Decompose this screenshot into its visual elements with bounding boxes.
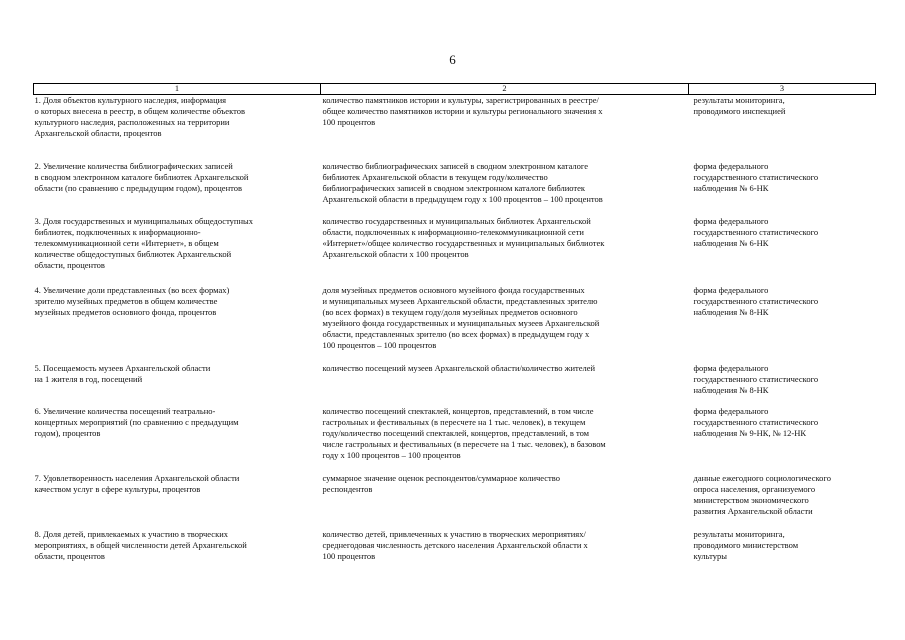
calculation-formula: количество детей, привлеченных к участию в творческих мероприятиях/ среднегодовая численность детского населения Архангельской области х 100 процентов — [322, 528, 588, 561]
table-row — [34, 161, 876, 216]
column-header-3: 3 — [689, 84, 876, 95]
data-source: форма федерального государственного статистического наблюдения № 6-НК — [693, 160, 819, 193]
indicator-name: 3. Доля государственных и муниципальных общедоступных библиотек, подключенных к информационно- телекоммуникационной сети «Интернет», в общем количестве общедоступных библиотек Архангельской области, процентов — [34, 215, 253, 270]
indicator-name: 4. Увеличение доли представленных (во всех формах) зрителю музейных предметов в общем количестве музейных предметов основного фонда, процентов — [34, 284, 230, 317]
table-row — [34, 285, 876, 363]
indicator-name: 7. Удовлетворенность населения Архангельской области качеством услуг в сфере культуры, процентов — [34, 472, 240, 494]
column-header-2: 2 — [321, 84, 689, 95]
indicator-name: 1. Доля объектов культурного наследия, информация о которых внесена в реестр, в общем количестве объектов культурного наследия, расположенных на территории Архангельской области, процентов — [34, 95, 245, 138]
calculation-formula: количество посещений музеев Архангельской области/количество жителей — [322, 362, 596, 373]
data-source: форма федерального государственного статистического наблюдения № 8-НК — [693, 284, 819, 317]
table-header-row — [34, 84, 876, 95]
data-source: форма федерального государственного статистического наблюдения № 8-НК — [693, 362, 819, 395]
column-header-1: 1 — [34, 84, 321, 95]
table-row — [34, 363, 876, 406]
indicator-name: 2. Увеличение количества библиографических записей в сводном электронном каталоге библиотек Архангельской области (по сравнению с предыдущим годом), процентов — [34, 160, 249, 193]
table-row — [34, 406, 876, 473]
calculation-formula: суммарное значение оценок респондентов/суммарное количество респондентов — [322, 472, 560, 494]
calculation-formula: доля музейных предметов основного музейного фонда государственных и муниципальных музеев Архангельской области, представленных зрителю (во всех формах) в текущем году/доля музейных предметов основного музейного фонда государственных и муниципальных музеев Архангельской области, представленных зрителю (во всех формах) в предыдущем году х 100 процентов – 100 процентов — [322, 284, 600, 350]
data-source: результаты мониторинга, проводимого инспекцией — [693, 95, 786, 116]
indicator-name: 5. Посещаемость музеев Архангельской области на 1 жителя в год, посещений — [34, 362, 211, 384]
data-source: данные ежегодного социологического опроса населения, организуемого министерством экономического развития Архангельской области — [693, 472, 831, 516]
calculation-formula: количество государственных и муниципальных библиотек Архангельской области, подключенных к информационно-телекоммуникационной сети «Интернет»/общее количество государственных и муниципальных библиотек Архангельской области х 100 процентов — [322, 215, 605, 259]
indicator-name: 8. Доля детей, привлекаемых к участию в творческих мероприятиях, в общей численности детей Архангельской области, процентов — [34, 528, 247, 561]
calculation-formula: количество посещений спектаклей, концертов, представлений, в том числе гастрольных и фестивальных (в пересчете на 1 тыс. человек), в текущем году/количество посещений спектаклей, концертов, представлений, в том числе гастрольных и фестивальных (в пересчете на 1 тыс. человек), в базовом году х 100 процентов – 100 процентов — [322, 405, 606, 460]
table-row — [34, 473, 876, 529]
data-source: форма федерального государственного статистического наблюдения № 6-НК — [693, 215, 819, 248]
table-row — [34, 529, 876, 569]
calculation-formula: количество памятников истории и культуры, зарегистрированных в реестре/ общее количество памятников истории и культуры регионального значения х 100 процентов — [322, 95, 603, 127]
indicators-table — [33, 83, 876, 569]
data-source: форма федерального государственного статистического наблюдения № 9-НК, № 12-НК — [693, 405, 819, 438]
page-number: 6 — [449, 52, 456, 67]
indicator-name: 6. Увеличение количества посещений театрально- концертных мероприятий (по сравнению с предыдущим годом), процентов — [34, 405, 239, 438]
table-row — [34, 95, 876, 161]
data-source: результаты мониторинга, проводимого министерством культуры — [693, 528, 799, 561]
calculation-formula: количество библиографических записей в сводном электронном каталоге библиотек Архангельской области в текущем году/количество библиографических записей в сводном электронном каталоге библиотек Архангельской области в предыдущем году х 100 процентов – 100 процентов — [322, 160, 603, 204]
table-row — [34, 216, 876, 285]
